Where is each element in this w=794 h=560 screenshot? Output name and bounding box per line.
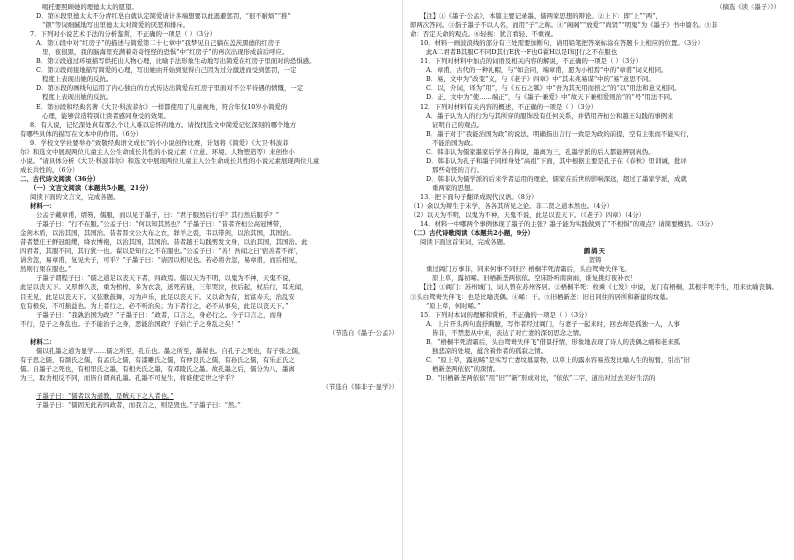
text-line: 鹧鸪天	[583, 247, 607, 256]
text-line: 材料二：	[30, 337, 56, 346]
text-line: 二、古代诗文阅读（36分）	[20, 174, 100, 183]
text-line: 10．材料一画波浪线的部分有三处需要加断句，请用铅笔把答案标涂在答题卡上相应的位置。（3分）	[420, 39, 704, 48]
text-line: 程度上表现出她的反抗。	[42, 75, 113, 84]
text-line: 12．下列对材料有关内容的概述，不正确的一项是（ ）（3分）	[420, 102, 598, 111]
text-line: （一）文言文阅读（本题共5小题，21分）	[30, 183, 152, 192]
text-line: （节选自《墨子·公孟》）	[328, 328, 398, 337]
text-line: 昔者楚庄王鲜冠组缨，绛衣博袍，以治其国，其国治。昔者越王勾践剪发文身，以治其国，其国治。此	[20, 238, 308, 247]
text-line: D．韩非认为孔子和墨子同样身处“高祖”下面，其中根据主要是孔子在《春秋》里训诫，批评	[426, 156, 687, 165]
text-line: 危有极矣，不可损益也。为上者行之，必不听治矣；为下者行之，必不从事矣，此足以丧天下。”	[20, 301, 289, 310]
text-line: 尔》和选文中展现两位儿童主人公生命成长共性的小说元素（立意、环境、人物塑造等）来创作小	[20, 147, 295, 156]
text-line: 心理，能够营造特别让读者感同身受的效果。	[42, 111, 170, 120]
text-line: E．第⑩段和经典名著《大卫·科波菲尔》一样都使用了儿童视角，符合年仅10岁小简爱的	[36, 102, 288, 111]
text-line: 子墨子曰：“儒者以为道教，是贼天下之人者也。”	[36, 392, 174, 401]
text-line: ③头白鸳鸯失伴飞：也是比喻丧偶。④晞：干。⑤旧栖新垄：旧日同住的居所和新建的坟墓。	[410, 292, 673, 301]
text-line: 独悲凉的处境，蕴含着作者的孤寂之情。	[432, 346, 548, 355]
text-line: （二）古代诗歌阅读（本题共2小题，9分）	[410, 229, 534, 238]
text-line: 8．有人说，记忆深处真有那么个让人难以忘怀的地方。请找找选文中简爱记忆深刻的哪个地方	[30, 120, 297, 129]
text-line: 不行，是子之身乱也。子不能治子之身，恶能治国政？子姑亡子之身乱之矣！”	[20, 319, 241, 328]
text-line: D．第⑥段里德太太不分青红皂白就认定简爱请计多端想要以此逃避惩罚，“很不耐烦”“推”	[36, 12, 291, 21]
text-line: 请舍忽，易章甫，复见夫子，可乎？”子墨子曰：“请因以相见也。若必将舍忽，易章甫，而后相见，	[20, 256, 302, 265]
right-column	[410, 3, 780, 383]
left-column	[20, 3, 398, 410]
text-line: A．墨子认为人的行为与其所穿的服饰没有任何关系，并借用齐桓公和越王勾践的事例来	[426, 111, 674, 120]
text-line: 那些奇怪的言行。	[432, 165, 484, 174]
text-line: （节选自《韩非子·显学》）	[322, 382, 398, 391]
text-line: 有哪些具体的描写在文本中的作用。（6分）	[20, 129, 143, 138]
text-line: 不能治国为政。	[432, 138, 477, 147]
text-line: B．墨子对于“我能治国为政”的说法，明确指出言行一致是为政的前提，空有主张而不能实行，	[426, 129, 693, 138]
text-line: 有子思之儒，有颜氏之儒，有孟氏之儒，有漆雕氏之儒，有仲良氏之儒，有孙氏之儒，有乐正氏之	[20, 355, 295, 364]
text-line: 材料一：	[30, 202, 56, 211]
text-line: 即两次答问。③指子墨子不以人名，而用“子”之称。④“阁阁”“放爱”“尚贤”“明鬼”为《墨子》书中篇名。⑤非	[410, 21, 718, 30]
text-line: D．“旧栖新垄两依依”用“旧”“新”形成对比，“依依”二字，道出对过去美好生活的	[426, 373, 656, 382]
text-line: 15．下列对本词的理解和赏析，不正确的一项是（ ）（3分）	[420, 310, 591, 319]
text-line: 小说。“请具体分析《大卫·科波菲尔》和选文中展现两位儿童主人公生命成长共性的小说元素展现两位儿童	[20, 156, 320, 165]
text-line: 儒。自墨子之死也，有相里氏之墨，有相夫氏之墨，有邓陵氏之墨。故孔墨之后，儒分为八，墨离	[20, 364, 295, 373]
text-line: 子墨子曰：“儒固无此若四政者，而我言之，则是毁也。”子墨子曰：“然。”	[36, 401, 241, 410]
text-line: 贺铸	[588, 256, 602, 265]
text-line: A．章甫，古代的一种礼帽，与“如会同，端章甫，愿为小相焉”中的“章甫”词义相同。	[426, 66, 668, 75]
text-line: 重过阊门万事非，同来何事不同归？梧桐半死清霜后，头白鸳鸯失伴飞。	[426, 265, 631, 274]
text-line: 【注】①阊门：苏州城门，词人曾在苏州客居。②梧桐半死：枚乘《七发》中说，龙门有梧桐，其根半死半生，用来比喻丧偶。	[420, 283, 778, 292]
text-line: 成长共性的。（6分）	[20, 165, 79, 174]
text-line: 目无见，此足以丧天下。又弦歌鼓舞，习为声乐，此足以丧天下。又以命为有，贫富寿夭，治乱安	[20, 292, 295, 301]
text-line: 程度上表现出她的反抗。	[42, 93, 113, 102]
text-line: 公孟子戴章甫，缙笏，儒服，而以见于墨子，曰：“君子服然后行乎？其行然后服乎？”	[36, 211, 279, 220]
text-line: 命：否定天命的观点。⑥轻视：犹言看轻、不重视。	[410, 30, 557, 39]
text-line: 证明自己的观点。	[432, 120, 484, 129]
text-line: 【注】①《墨子·公孟》，本篇主要记录墨、儒两家思想的辩论。②上下：即“上”“两”，	[420, 12, 662, 21]
text-line: D．正，文中为“使……端正”，与《墨子·兼爱》中“故天下兼相爱则治”的“号”用法不同。	[426, 93, 677, 102]
text-line: （摘选《读〈墨子〉》）	[716, 3, 780, 11]
text-line: 13．把下面句子翻译成现代汉语。（8分）	[420, 192, 538, 201]
text-line: A．第①段中对“红房子”的描述与简爱第二十七章中“我梦见自己躺在盖茨黑德的红房子	[36, 39, 281, 48]
text-line: 四君者，其服不同，其行犹一也。翟以是知行之不在服也。”公孟子曰：“善！吾闻之曰‘宿善者不祥’，	[20, 247, 303, 256]
text-line: 14．材料一中哪两个事例体现了墨子的主张？墨子能为实践做到了“不相惧”的观点？请简要概括。（3分）	[420, 220, 717, 229]
text-line: 此A二君者B其服C不同D其行E犹一F也G翟H以是I知J行之不在服也	[426, 48, 618, 57]
column-divider	[402, 0, 403, 560]
text-line: 金剑木盾，以治其国，其国治。昔者晋文公大布之衣，牂羊之裘，韦以带剑，以治其国，其国治。	[20, 229, 295, 238]
text-line: 皆非，不禁悲从中来，表达了对亡妻的深切思念之情。	[432, 328, 586, 337]
text-line: B．“梧桐半死清霜后，头白鸳鸯失伴飞”借景抒情，形象地表现了诗人的丧偶之痛和老来孤	[426, 337, 681, 346]
text-line: 子墨子谓程子曰：“儒之道足以丧天下者，四政焉。儒以天为不明，以鬼为不神，天鬼不说，	[36, 274, 295, 283]
text-line: D．第⑧段的画线句运用了内心独白的方式传达出简爱在红房子里面对不公平待遇的愤慨，一定	[36, 84, 304, 93]
text-line: （2）以天为不明，以鬼为不神，天鬼不说，此足以丧天下。（《老子》四章）（4分）	[410, 211, 645, 220]
text-line: 重两家的思想。	[432, 183, 477, 192]
text-line: B．易，文中为“改变”义，与《老子》四章》中“其未兆易谋”中的“易”意思不同。	[426, 75, 655, 84]
text-line: 为三，取舍相反不同，而皆自谓真孔墨。孔墨不可复生，将谁使定世之学乎？	[20, 373, 238, 382]
text-line: （1）余以为辩生于末学，各各其所见之论。非二贤之道本然也。（4分）	[410, 202, 614, 211]
text-line: C．“原上草，露初晞”是实写亡妻坟墓景物，以草上的露水容易蒸发比喻人生的短暂，引出“旧	[426, 355, 690, 364]
text-line: 喝托要照顾她的理德太太的愿望。	[42, 3, 138, 11]
text-line: 子墨子曰：“行不在服。”公孟子曰：“何以知其然也？”子墨子曰：“昔者齐桓公高冠博带，	[36, 220, 286, 229]
text-line: 阅读下面这首宋词，完成各题。	[420, 238, 510, 247]
text-line: 9．学校文学社要举办“致敬经典语文成长”的小小说创作比赛，计划将《简爱》《大卫·科波菲	[30, 138, 289, 147]
text-line: B．第②段通过环境描写烘托出人物心理，比喻手法形象生动地写出简爱在红房子里面对的恐惧感。	[36, 57, 316, 66]
text-line: A．上片开头两句直抒胸臆，写作者经过阊门，与妻子一起来时，回去却是孤独一人，人事	[426, 319, 680, 328]
text-line: “原上草，何时晞。”	[426, 301, 481, 310]
text-line: 11．下列对材料中加点的词语及相关内容的解说，不正确的一项是（ ）（3分）	[420, 57, 642, 66]
text-line: 原上草，露初晞。旧栖新垄两依依。空床卧听南窗雨，谁复挑灯夜补衣！	[432, 274, 637, 283]
text-line: C．韩非认为儒家墨家后学各自称说，墨离为三，孔墨学派的后人都能辨别真伪。	[426, 147, 655, 156]
text-line: 7．下列对小说艺术手法的分析鉴赏，不正确的一项是（ ）（3分）	[30, 30, 216, 39]
text-line: 栖新垄两依依”的深情。	[432, 364, 500, 373]
text-line: C．第②段间接地描写简爱的心理，写出她由开始到觉得自己因为过分激进而受到惩罚，一定	[36, 66, 297, 75]
text-line: 此足以丧天下。又厚葬久丧，重为棺椁，多为衣衾，送死若徙，三年哭泣，扶后起，杖后行，耳无闻，	[20, 283, 308, 292]
text-line: 里，夜很黑，我的脑海里充满着奇奇怪怪的恐惧”中“红房子”的再次出现形成前后呼应。	[42, 48, 289, 57]
text-line: “锁”等词细腻地写出里德太太对简爱的厌恶和排斥。	[42, 21, 190, 30]
text-line: D．韩非认为儒学派的后来学者运用的理论，儒家在后世的影响深远，超过了墨家学派，成就	[426, 174, 687, 183]
text-line: 子墨子曰：“我孰治国为政？”子墨子曰：“政者，口言之，身必行之。今子口言之，而身	[36, 310, 283, 319]
text-line: 儒以孔墨之道为显学……儒之所至，孔丘也。墨之所至，墨翟也。自孔子之死也，有子张之儒，	[36, 346, 305, 355]
text-line: 然则行果在服也。”	[20, 265, 72, 274]
text-line: C．以，介词，译为“用”，与《五石之瓠》中“吾为其无用而掊之”的“以”用法和意义相同。	[426, 84, 681, 93]
text-line: 阅读下面的文言文，完成各题。	[30, 192, 120, 201]
